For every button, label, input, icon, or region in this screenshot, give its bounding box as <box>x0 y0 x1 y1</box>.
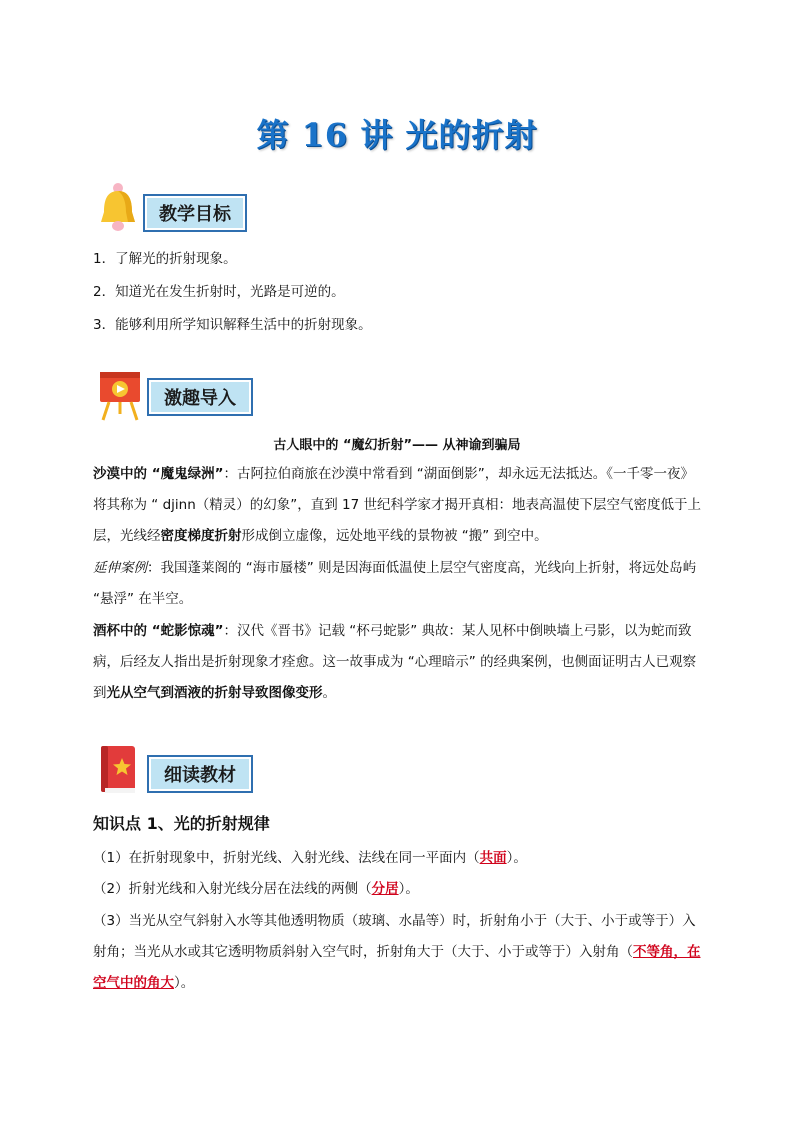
emphasis: 沙漠中的 “魔鬼绿洲” <box>93 466 224 482</box>
intro-paragraph-2 <box>93 553 703 615</box>
emphasis: 密度梯度折射 <box>160 528 242 544</box>
emphasis: 酒杯中的 “蛇影惊魂” <box>93 623 224 639</box>
italic-label: 延伸案例 <box>93 560 147 576</box>
answer-text: 共面 <box>479 850 507 866</box>
emphasis: 光从空气到酒液的折射导致图像变形 <box>106 685 323 701</box>
paragraph-text: ）。 <box>398 881 419 897</box>
book-star-icon <box>97 744 139 796</box>
section-badge-goals: 教学目标 <box>143 194 247 232</box>
answer-text: 分居 <box>371 881 399 897</box>
rule-line-2 <box>93 874 703 905</box>
paragraph-text: ）。 <box>506 850 527 866</box>
presentation-board-icon <box>97 370 143 422</box>
paragraph-text: （3）当光从空气斜射入水等其他透明物质（玻璃、水晶等）时，折射角小于（大于、小于或等于）入射角；当光从水或其它透明物质斜射入空气时，折射角大于（大于、小于或等于）入射角（ <box>93 913 696 960</box>
rule-line-3 <box>93 906 703 999</box>
paragraph-text: ）。 <box>174 975 195 991</box>
knowledge-point-title: 知识点 1、光的折射规律 <box>93 814 270 833</box>
section-badge-textbook: 细读教材 <box>147 755 253 793</box>
list-item: 1．了解光的折射现象。 <box>93 251 237 267</box>
paragraph-text: （1）在折射现象中，折射光线、入射光线、法线在同一平面内（ <box>93 850 480 866</box>
paragraph-text: ：我国蓬莱阁的 “海市蜃楼” 则是因海面低温使上层空气密度高，光线向上折射，将远处岛屿 “悬浮” 在半空。 <box>93 560 697 607</box>
section-badge-intro: 激趣导入 <box>147 378 253 416</box>
page-title: 第 16 讲 光的折射 <box>256 116 538 154</box>
paragraph-text: ：古阿拉伯商旅在沙漠中常看到 “湖面倒影”，却永远无法抵达。《一千零一夜》将其称为 “ djinn（精灵）的幻象”，直到 17 世纪科学家才揭开真相：地表高温使下层空气密度低于上层，光线经 <box>93 466 702 544</box>
list-item: 2．知道光在发生折射时，光路是可逆的。 <box>93 284 345 300</box>
rule-line-1 <box>93 843 703 874</box>
bell-icon <box>97 182 139 234</box>
list-item: 3．能够利用所学知识解释生活中的折射现象。 <box>93 317 372 333</box>
paragraph-text: （2）折射光线和入射光线分居在法线的两侧（ <box>93 881 372 897</box>
paragraph-text: 。 <box>322 685 336 701</box>
intro-heading: 古人眼中的 “魔幻折射”—— 从神谕到骗局 <box>273 438 521 453</box>
paragraph-text: ：汉代《晋书》记载 “杯弓蛇影” 典故：某人见杯中倒映墙上弓影，以为蛇而致病，后经友人指出是折射现象才痊愈。这一故事成为 “心理暗示” 的经典案例，也侧面证明古人已观察到 <box>93 623 697 701</box>
intro-paragraph-3 <box>93 616 703 709</box>
answer-text: 不等角，在空气中的角大 <box>93 944 701 991</box>
paragraph-text: 形成倒立虚像，远处地平线的景物被 “搬” 到空中。 <box>241 528 548 544</box>
intro-paragraph-1 <box>93 459 703 552</box>
